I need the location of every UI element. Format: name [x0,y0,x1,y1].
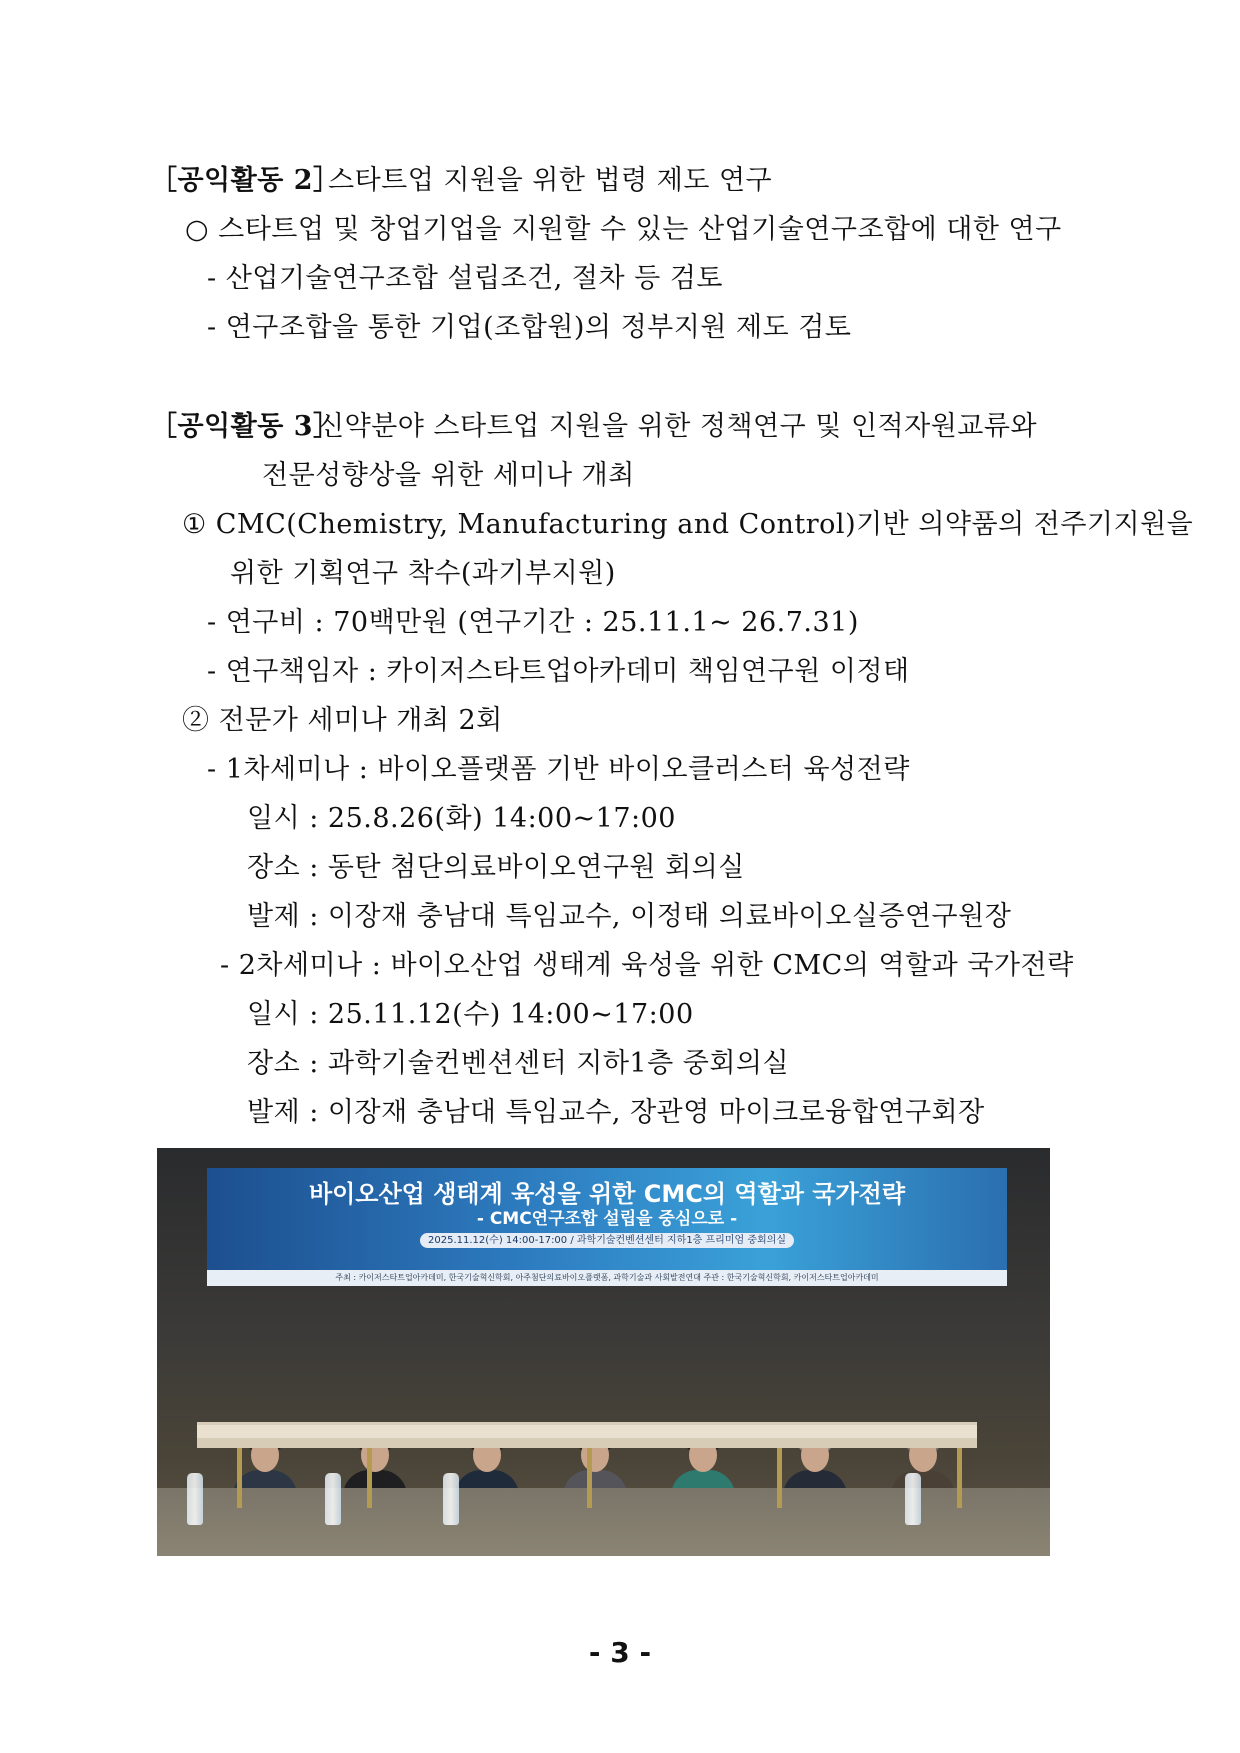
table-leg [367,1448,372,1508]
banner-info: 2025.11.12(수) 14:00-17:00 / 과학기술컨벤션센터 지하1층 프리미엄 중회의실 [207,1228,1007,1247]
seminar1-place: 장소 : 동탄 첨단의료바이오연구원 회의실 [247,852,745,883]
seminar2-speakers: 발제 : 이장재 충남대 특임교수, 장관영 마이크로융합연구회장 [247,1097,985,1128]
water-bottle [443,1473,459,1525]
table-leg [957,1448,962,1508]
table-leg [777,1448,782,1508]
page-number: - 3 - [588,1636,652,1669]
banner-host: 주최 : 카이저스타트업아카데미, 한국기술혁신학회, 아주첨단의료바이오플랫폼, 과학기술과 사회발전연대 주관 : 한국기술혁신학회, 카이저스타트업아카데미 [335,1273,879,1282]
water-bottle [905,1473,921,1525]
seminar-banner [207,1168,1007,1286]
banner-title: 바이오산업 생태계 육성을 위한 CMC의 역할과 국가전략 [308,1180,906,1208]
activity3-item1-line2: 위한 기획연구 착수(과기부지원) [230,558,616,589]
table-leg [587,1448,592,1508]
activity2-heading-text: 스타트업 지원을 위한 법령 제도 연구 [328,165,773,196]
activity2-heading-label: ［공익활동 2］ [150,165,341,196]
activity3-heading-label: ［공익활동 3］ [150,411,341,442]
seminar1-title: - 1차세미나 : 바이오플랫폼 기반 바이오클러스터 육성전략 [207,754,910,785]
activity2-item: ○ 스타트업 및 창업기업을 지원할 수 있는 산업기술연구조합에 대한 연구 [185,214,1062,245]
table-edge [197,1438,977,1448]
activity3-researcher: - 연구책임자 : 카이저스타트업아카데미 책임연구원 이정태 [207,656,910,687]
seminar1-date: 일시 : 25.8.26(화) 14:00~17:00 [247,803,676,834]
banner-subtitle: - CMC연구조합 설립을 중심으로 - [476,1209,738,1229]
seminar1-speakers: 발제 : 이장재 충남대 특임교수, 이정태 의료바이오실증연구원장 [247,901,1012,932]
seminar-photo [157,1148,1050,1556]
seminar2-date: 일시 : 25.11.12(수) 14:00~17:00 [247,999,694,1030]
activity3-heading-text: 신약분야 스타트업 지원을 위한 정책연구 및 인적자원교류와 [318,411,1038,442]
table-leg [237,1448,242,1508]
activity3-item1-line1: ① CMC(Chemistry, Manufacturing and Control)기반 의약품의 전주기지원을 [182,509,1194,540]
activity2-sub2: - 연구조합을 통한 기업(조합원)의 정부지원 제도 검토 [207,312,852,343]
activity3-budget: - 연구비 : 70백만원 (연구기간 : 25.11.1~ 26.7.31) [207,607,859,638]
water-bottle [187,1473,203,1525]
water-bottle [325,1473,341,1525]
activity3-item2: ② 전문가 세미나 개최 2회 [182,705,503,736]
activity3-heading-cont: 전문성향상을 위한 세미나 개최 [262,460,635,491]
activity2-sub1: - 산업기술연구조합 설립조건, 절차 등 검토 [207,263,724,294]
seminar2-title: - 2차세미나 : 바이오산업 생태계 육성을 위한 CMC의 역할과 국가전략 [220,950,1074,981]
seminar2-place: 장소 : 과학기술컨벤션센터 지하1층 중회의실 [247,1048,790,1079]
